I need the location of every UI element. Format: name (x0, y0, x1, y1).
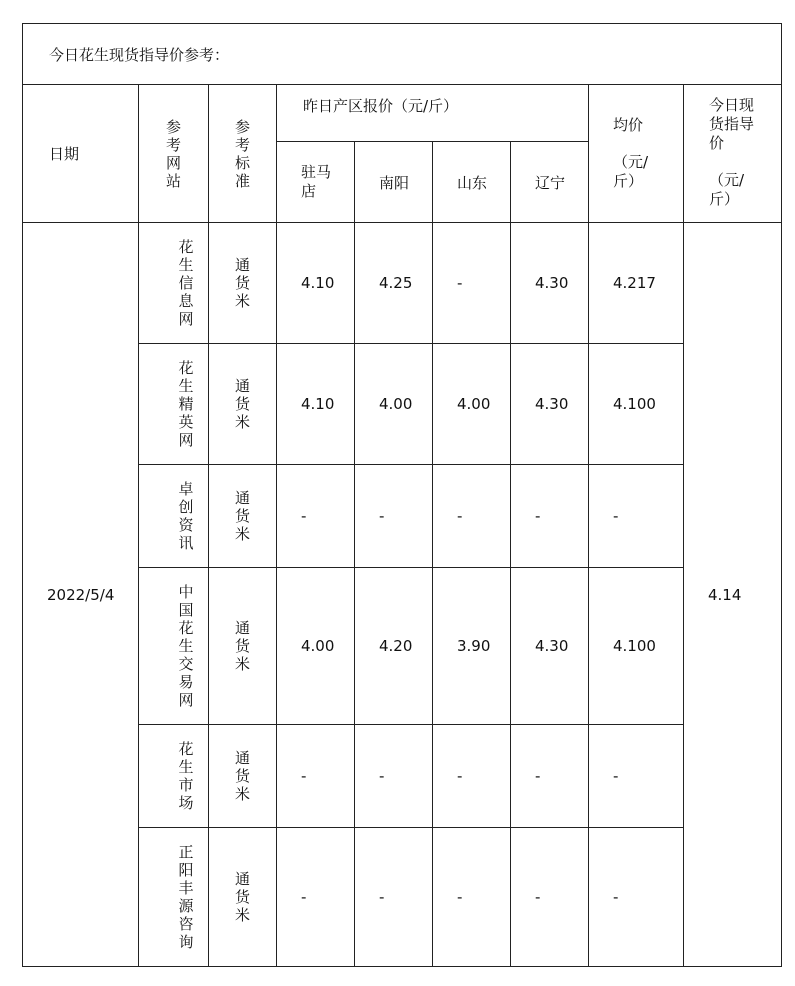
header-site: 参考网站 (139, 85, 209, 223)
price-cell: 4.30 (511, 344, 589, 465)
price-cell: - (355, 725, 433, 828)
header-guide (684, 85, 782, 223)
price-cell: 3.90 (433, 568, 511, 725)
price-cell: - (355, 828, 433, 967)
header-avg-unit: （元/斤） (613, 153, 649, 190)
price-cell: - (355, 465, 433, 568)
price-cell: - (433, 223, 511, 344)
guide-price-cell: 4.14 (684, 223, 782, 967)
header-region-nanyang: 南阳 (355, 142, 433, 223)
standard-cell: 通货米 (209, 568, 277, 725)
header-yesterday-group: 昨日产区报价（元/斤） (277, 85, 589, 142)
header-avg (589, 85, 684, 223)
price-cell: 4.10 (277, 223, 355, 344)
header-region-liaoning: 辽宁 (511, 142, 589, 223)
header-region-zhumadian: 驻马店 (277, 142, 355, 223)
price-cell: - (433, 465, 511, 568)
price-cell: 4.10 (277, 344, 355, 465)
avg-cell: - (589, 725, 684, 828)
price-cell: 4.25 (355, 223, 433, 344)
price-cell: 4.00 (433, 344, 511, 465)
avg-cell: 4.217 (589, 223, 684, 344)
header-date: 日期 (23, 85, 139, 223)
price-cell: 4.20 (355, 568, 433, 725)
price-cell: - (277, 465, 355, 568)
price-cell: - (511, 725, 589, 828)
price-cell: - (433, 828, 511, 967)
price-cell: 4.30 (511, 568, 589, 725)
avg-cell: - (589, 828, 684, 967)
avg-cell: 4.100 (589, 344, 684, 465)
price-cell: 4.00 (277, 568, 355, 725)
date-cell: 2022/5/4 (23, 223, 139, 967)
price-cell: - (511, 828, 589, 967)
header-region-shandong: 山东 (433, 142, 511, 223)
standard-cell: 通货米 (209, 223, 277, 344)
site-cell: 中国花生交易网 (139, 568, 209, 725)
price-cell: - (511, 465, 589, 568)
table-row (23, 223, 782, 344)
site-cell: 正阳丰源咨询 (139, 828, 209, 967)
header-guide-unit: （元/斤） (709, 171, 745, 208)
price-cell: 4.30 (511, 223, 589, 344)
site-cell: 花生市场 (139, 725, 209, 828)
site-cell: 花生精英网 (139, 344, 209, 465)
avg-cell: 4.100 (589, 568, 684, 725)
standard-cell: 通货米 (209, 465, 277, 568)
header-standard: 参考标准 (209, 85, 277, 223)
standard-cell: 通货米 (209, 828, 277, 967)
site-cell: 卓创资讯 (139, 465, 209, 568)
header-guide-title: 今日现货指导价 (709, 96, 755, 152)
avg-cell: - (589, 465, 684, 568)
standard-cell: 通货米 (209, 725, 277, 828)
table-caption: 今日花生现货指导价参考： (23, 24, 782, 85)
price-cell: - (277, 725, 355, 828)
site-cell: 花生信息网 (139, 223, 209, 344)
price-table (22, 23, 782, 967)
price-cell: - (433, 725, 511, 828)
header-avg-title: 均价 (613, 116, 644, 134)
standard-cell: 通货米 (209, 344, 277, 465)
price-cell: - (277, 828, 355, 967)
price-cell: 4.00 (355, 344, 433, 465)
